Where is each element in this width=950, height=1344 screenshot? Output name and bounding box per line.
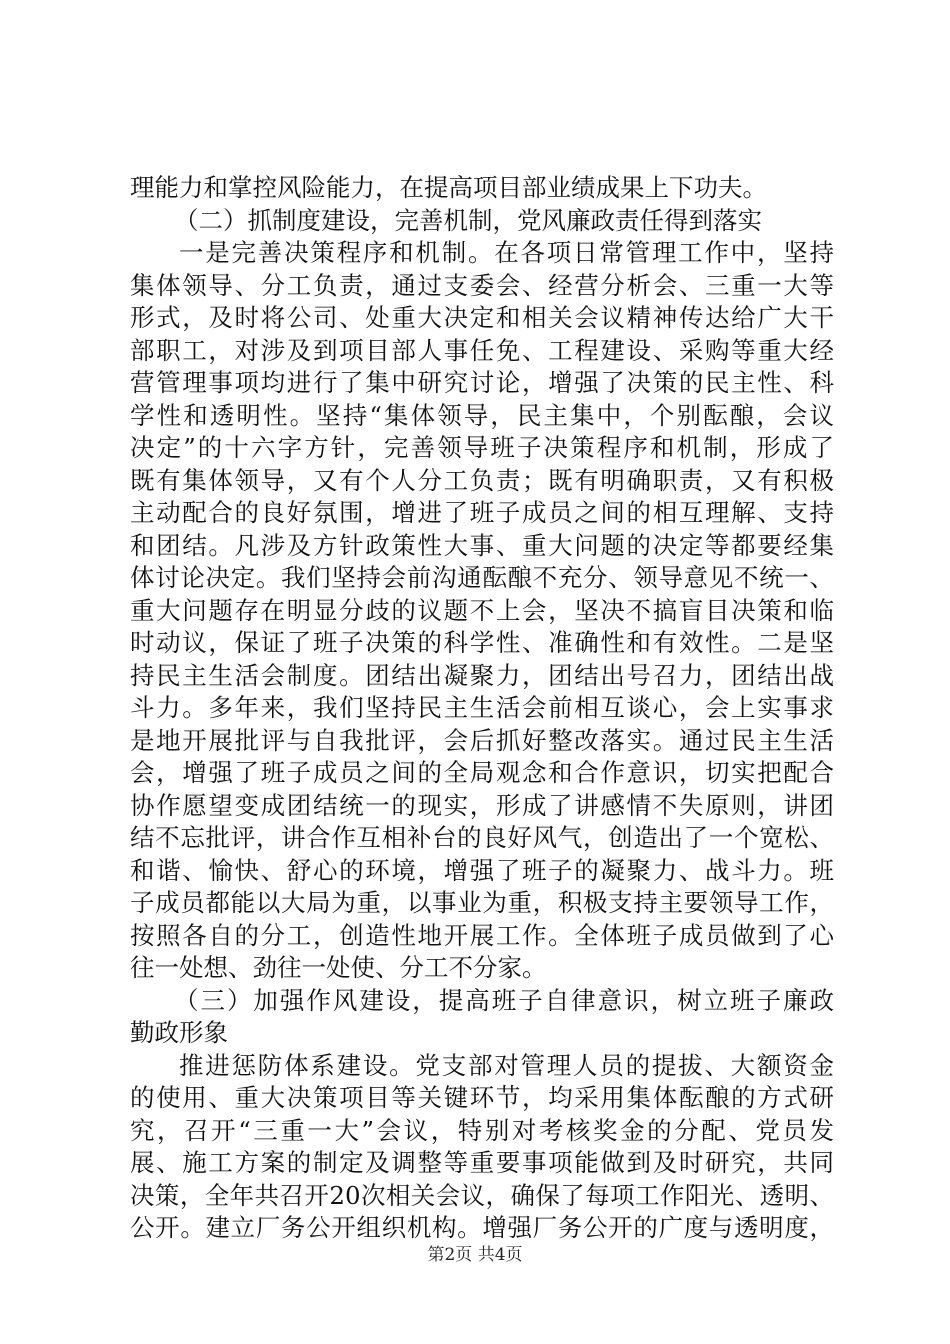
text-line: 一是完善决策程序和机制。在各项日常管理工作中，坚持 (179, 238, 834, 267)
text-line: 理能力和掌控风险能力，在提高项目部业绩成果上下功夫。 (130, 173, 767, 202)
document-body (130, 172, 834, 1245)
text-line: 按照各自的分工，创造性地开展工作。全体班子成员做到了心 (130, 920, 834, 950)
text-line: 重大问题存在明显分歧的议题不上会，坚决不搞盲目决策和临 (130, 595, 834, 625)
text-line: 结不忘批评，讲合作互相补台的良好风气，创造出了一个宽松、 (130, 823, 834, 852)
text-line: 形式，及时将公司、处重大决定和相关会议精神传达给广大干 (130, 303, 834, 332)
text-line: 学性和透明性。坚持“集体领导，民主集中，个别酝酿，会议 (130, 400, 834, 430)
text-line: 和谐、愉快、舒心的环境，增强了班子的凝聚力、战斗力。班 (130, 855, 834, 885)
text-line: 部职工，对涉及到项目部人事任免、工程建设、采购等重大经 (130, 335, 834, 365)
text-line: 时动议，保证了班子决策的科学性、准确性和有效性。二是坚 (130, 628, 834, 657)
text-line: 营管理事项均进行了集中研究讨论，增强了决策的民主性、科 (130, 368, 834, 397)
section-heading: （二）抓制度建设，完善机制，党风廉政责任得到落实 (174, 205, 762, 235)
text-line: 体讨论决定。我们坚持会前沟通酝酿不充分、领导意见不统一、 (130, 563, 834, 592)
text-line: 和团结。凡涉及方针政策性大事、重大问题的决定等都要经集 (130, 530, 834, 560)
text-line: 既有集体领导，又有个人分工负责；既有明确职责，又有积极 (130, 465, 834, 495)
text-line: 会，增强了班子成员之间的全局观念和合作意识，切实把配合 (130, 758, 834, 787)
text-line: 公开。建立厂务公开组织机构。增强厂务公开的广度与透明度， (130, 1213, 834, 1242)
page-number: 第2页 共4页 (427, 1245, 523, 1265)
text-line: 的使用、重大决策项目等关键环节，均采用集体酝酿的方式研 (130, 1083, 834, 1112)
text-line: 展、施工方案的制定及调整等重要事项能做到及时研究，共同 (130, 1148, 834, 1177)
section-heading-continued: 勤政形象 (130, 1018, 228, 1047)
page-footer (0, 1243, 950, 1267)
section-heading: （三）加强作风建设，提高班子自律意识，树立班子廉政 (174, 985, 834, 1015)
text-line: 集体领导、分工负责，通过支委会、经营分析会、三重一大等 (130, 270, 834, 300)
text-line: 究，召开“三重一大”会议，特别对考核奖金的分配、党员发 (130, 1115, 834, 1145)
text-line: 协作愿望变成团结统一的现实，形成了讲感情不失原则，讲团 (130, 790, 834, 820)
text-line: 子成员都能以大局为重，以事业为重，积极支持主要领导工作， (130, 888, 834, 917)
text-line: 决策，全年共召开20次相关会议，确保了每项工作阳光、透明、 (130, 1180, 834, 1210)
text-line: 推进惩防体系建设。党支部对管理人员的提拔、大额资金 (179, 1050, 834, 1080)
text-line: 持民主生活会制度。团结出凝聚力，团结出号召力，团结出战 (130, 660, 834, 690)
text-line: 斗力。多年来，我们坚持民主生活会前相互谈心，会上实事求 (130, 693, 834, 722)
text-line: 主动配合的良好氛围，增进了班子成员之间的相互理解、支持 (130, 498, 834, 527)
text-line: 是地开展批评与自我批评，会后抓好整改落实。通过民主生活 (130, 725, 834, 755)
text-line: 往一处想、劲往一处使、分工不分家。 (130, 953, 547, 982)
text-line: 决定”的十六字方针，完善领导班子决策程序和机制，形成了 (130, 433, 834, 462)
